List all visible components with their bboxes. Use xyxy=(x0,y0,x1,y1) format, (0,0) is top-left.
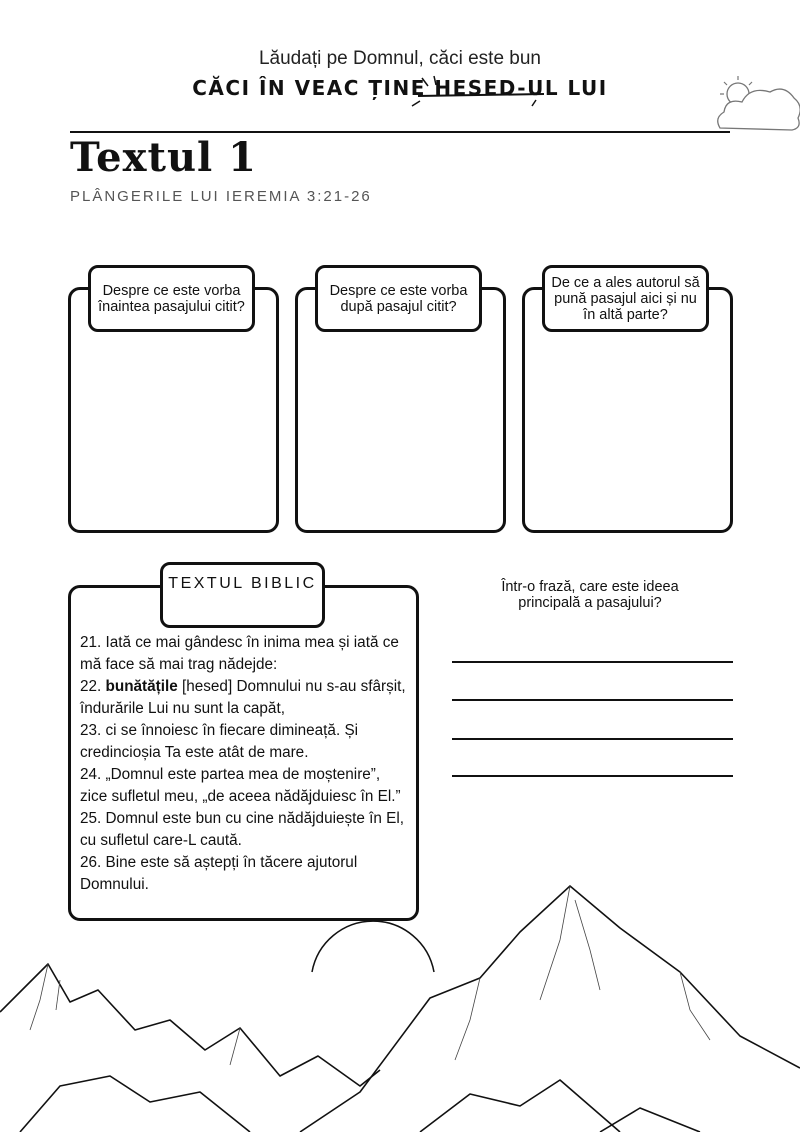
verse-22-text: [hesed] Domnului nu s-au sfârșit, îndurările Lui nu sunt la capăt, xyxy=(80,678,406,717)
scripture-reference: PLÂNGERILE LUI IEREMIA 3:21-26 xyxy=(70,188,372,205)
header-headline: CĂCI ÎN VEAC ȚINE HESED-UL LUI xyxy=(192,76,608,100)
mountain-sun-illustration xyxy=(0,880,800,1132)
answer-line[interactable] xyxy=(452,775,733,777)
headline-emphasis-decoration xyxy=(404,74,554,114)
verse-22-number: 22. xyxy=(80,678,106,695)
cloud-icon xyxy=(712,72,800,134)
biblical-text-label: TEXTUL BIBLIC xyxy=(160,562,325,628)
sun-icon xyxy=(312,921,434,972)
header-divider xyxy=(70,131,730,133)
verse-list xyxy=(80,632,410,896)
question-why-here-label: De ce a ales autorul să pună pasajul aici și nu în altă parte? xyxy=(542,265,709,332)
verse-26: 26. Bine este să aștepți în tăcere ajutorul Domnului. xyxy=(80,854,358,893)
answer-line[interactable] xyxy=(452,738,733,740)
verse-22 xyxy=(80,676,410,720)
page-title: Textul 1 xyxy=(70,134,257,181)
verse-25: 25. Domnul este bun cu cine nădăjduiește în El, cu sufletul care-L caută. xyxy=(80,810,404,849)
verse-21: 21. Iată ce mai gândesc în inima mea și iată ce mă face să mai trag nădejde: xyxy=(80,634,399,673)
answer-line[interactable] xyxy=(452,699,733,701)
verse-24: 24. „Domnul este partea mea de moștenire”, zice sufletul meu, „de aceea nădăjduiesc în El.” xyxy=(80,766,401,805)
main-idea-question: Într-o frază, care este ideea principală a pasajului? xyxy=(501,579,679,611)
verse-23: 23. ci se înnoiesc în fiecare dimineață. Și credincioșia Ta este atât de mare. xyxy=(80,722,359,761)
verse-22-keyword: bunătățile xyxy=(105,678,178,695)
answer-line[interactable] xyxy=(452,661,733,663)
header-subtitle: Lăudați pe Domnul, căci este bun xyxy=(258,48,541,69)
question-after-label: Despre ce este vorba după pasajul citit? xyxy=(315,265,482,332)
question-before-label: Despre ce este vorba înaintea pasajului citit? xyxy=(88,265,255,332)
